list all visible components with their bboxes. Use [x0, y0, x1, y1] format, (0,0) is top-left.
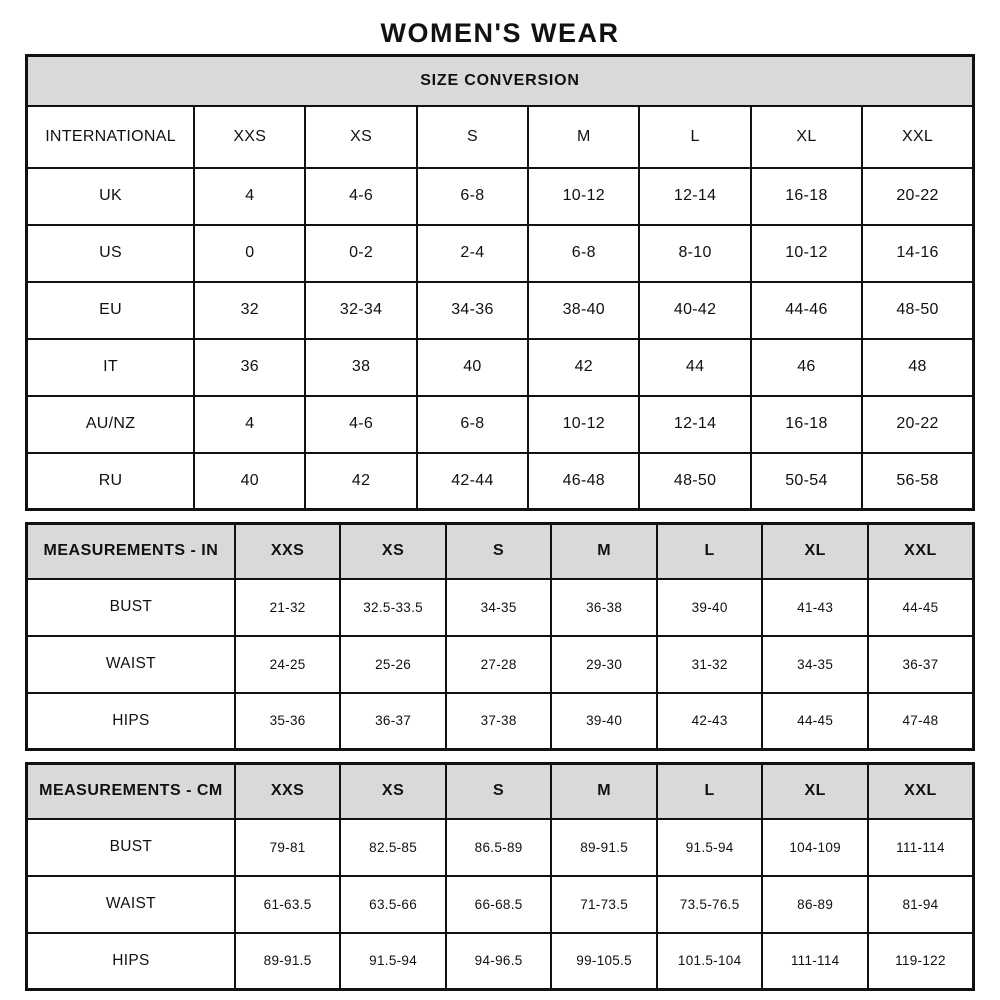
- value-cell: 4-6: [305, 168, 416, 225]
- value-cell: 38: [305, 339, 416, 396]
- table-header-row: [27, 524, 974, 579]
- value-cell: 94-96.5: [446, 933, 552, 990]
- column-header: XXL: [868, 524, 974, 579]
- row-label: RU: [27, 453, 195, 510]
- size_conversion-banner-title: SIZE CONVERSION: [27, 56, 974, 106]
- value-cell: 32.5-33.5: [340, 579, 446, 636]
- column-header: L: [657, 764, 763, 819]
- value-cell: 119-122: [868, 933, 974, 990]
- value-cell: 29-30: [551, 636, 657, 693]
- value-cell: 27-28: [446, 636, 552, 693]
- value-cell: 25-26: [340, 636, 446, 693]
- value-cell: 101.5-104: [657, 933, 763, 990]
- value-cell: 20-22: [862, 396, 973, 453]
- row-label: BUST: [27, 819, 235, 876]
- value-cell: 12-14: [639, 168, 750, 225]
- column-header: XXL: [868, 764, 974, 819]
- value-cell: 63.5-66: [340, 876, 446, 933]
- value-cell: 37-38: [446, 693, 552, 750]
- value-cell: 32-34: [305, 282, 416, 339]
- column-header: XL: [751, 106, 862, 168]
- value-cell: 34-35: [446, 579, 552, 636]
- value-cell: 79-81: [235, 819, 341, 876]
- table-row: [27, 396, 974, 453]
- column-header: M: [551, 524, 657, 579]
- value-cell: 24-25: [235, 636, 341, 693]
- header-label: MEASUREMENTS - IN: [27, 524, 235, 579]
- column-header: XXL: [862, 106, 973, 168]
- value-cell: 44: [639, 339, 750, 396]
- value-cell: 99-105.5: [551, 933, 657, 990]
- row-label: IT: [27, 339, 195, 396]
- value-cell: 39-40: [551, 693, 657, 750]
- row-label: EU: [27, 282, 195, 339]
- value-cell: 14-16: [862, 225, 973, 282]
- value-cell: 111-114: [868, 819, 974, 876]
- value-cell: 16-18: [751, 168, 862, 225]
- value-cell: 91.5-94: [657, 819, 763, 876]
- table-banner-row: [27, 56, 974, 106]
- value-cell: 82.5-85: [340, 819, 446, 876]
- value-cell: 4: [194, 168, 305, 225]
- value-cell: 40-42: [639, 282, 750, 339]
- column-header: XL: [762, 764, 868, 819]
- value-cell: 6-8: [528, 225, 639, 282]
- value-cell: 16-18: [751, 396, 862, 453]
- value-cell: 73.5-76.5: [657, 876, 763, 933]
- row-label: HIPS: [27, 933, 235, 990]
- value-cell: 36: [194, 339, 305, 396]
- value-cell: 8-10: [639, 225, 750, 282]
- table-row: [27, 282, 974, 339]
- value-cell: 0-2: [305, 225, 416, 282]
- value-cell: 4-6: [305, 396, 416, 453]
- value-cell: 111-114: [762, 933, 868, 990]
- value-cell: 48-50: [862, 282, 973, 339]
- page-title: WOMEN'S WEAR: [380, 18, 620, 48]
- column-header: XXS: [194, 106, 305, 168]
- value-cell: 34-35: [762, 636, 868, 693]
- column-header: M: [551, 764, 657, 819]
- value-cell: 38-40: [528, 282, 639, 339]
- value-cell: 48-50: [639, 453, 750, 510]
- size-conversion-table: [25, 54, 975, 511]
- value-cell: 61-63.5: [235, 876, 341, 933]
- column-header: XS: [305, 106, 416, 168]
- column-header: S: [417, 106, 528, 168]
- table-row: [27, 876, 974, 933]
- row-label: BUST: [27, 579, 235, 636]
- value-cell: 10-12: [528, 168, 639, 225]
- table-row: [27, 819, 974, 876]
- measurements-in-table: [25, 522, 975, 751]
- table-header-row: [27, 106, 974, 168]
- value-cell: 86.5-89: [446, 819, 552, 876]
- value-cell: 6-8: [417, 396, 528, 453]
- value-cell: 34-36: [417, 282, 528, 339]
- column-header: XS: [340, 764, 446, 819]
- column-header: XXS: [235, 524, 341, 579]
- value-cell: 42: [528, 339, 639, 396]
- value-cell: 42-43: [657, 693, 763, 750]
- value-cell: 20-22: [862, 168, 973, 225]
- value-cell: 36-37: [340, 693, 446, 750]
- value-cell: 10-12: [751, 225, 862, 282]
- value-cell: 44-46: [751, 282, 862, 339]
- value-cell: 56-58: [862, 453, 973, 510]
- value-cell: 50-54: [751, 453, 862, 510]
- value-cell: 81-94: [868, 876, 974, 933]
- value-cell: 0: [194, 225, 305, 282]
- value-cell: 12-14: [639, 396, 750, 453]
- value-cell: 42-44: [417, 453, 528, 510]
- value-cell: 46: [751, 339, 862, 396]
- table-row: [27, 636, 974, 693]
- value-cell: 66-68.5: [446, 876, 552, 933]
- value-cell: 35-36: [235, 693, 341, 750]
- value-cell: 91.5-94: [340, 933, 446, 990]
- row-label: HIPS: [27, 693, 235, 750]
- value-cell: 46-48: [528, 453, 639, 510]
- header-label: INTERNATIONAL: [27, 106, 195, 168]
- column-header: XXS: [235, 764, 341, 819]
- value-cell: 40: [417, 339, 528, 396]
- value-cell: 36-37: [868, 636, 974, 693]
- measurements-cm-table: [25, 762, 975, 991]
- row-label: WAIST: [27, 636, 235, 693]
- value-cell: 42: [305, 453, 416, 510]
- table-header-row: [27, 764, 974, 819]
- table-row: [27, 339, 974, 396]
- column-header: M: [528, 106, 639, 168]
- table-row: [27, 168, 974, 225]
- column-header: S: [446, 524, 552, 579]
- value-cell: 21-32: [235, 579, 341, 636]
- header-label: MEASUREMENTS - CM: [27, 764, 235, 819]
- row-label: US: [27, 225, 195, 282]
- column-header: L: [639, 106, 750, 168]
- value-cell: 71-73.5: [551, 876, 657, 933]
- value-cell: 47-48: [868, 693, 974, 750]
- value-cell: 36-38: [551, 579, 657, 636]
- value-cell: 40: [194, 453, 305, 510]
- value-cell: 32: [194, 282, 305, 339]
- table-row: [27, 453, 974, 510]
- column-header: XS: [340, 524, 446, 579]
- table-row: [27, 933, 974, 990]
- value-cell: 89-91.5: [235, 933, 341, 990]
- value-cell: 48: [862, 339, 973, 396]
- row-label: AU/NZ: [27, 396, 195, 453]
- row-label: WAIST: [27, 876, 235, 933]
- table-row: [27, 579, 974, 636]
- value-cell: 39-40: [657, 579, 763, 636]
- value-cell: 44-45: [868, 579, 974, 636]
- column-header: XL: [762, 524, 868, 579]
- column-header: S: [446, 764, 552, 819]
- value-cell: 10-12: [528, 396, 639, 453]
- value-cell: 6-8: [417, 168, 528, 225]
- column-header: L: [657, 524, 763, 579]
- value-cell: 2-4: [417, 225, 528, 282]
- value-cell: 104-109: [762, 819, 868, 876]
- value-cell: 41-43: [762, 579, 868, 636]
- table-row: [27, 225, 974, 282]
- row-label: UK: [27, 168, 195, 225]
- value-cell: 44-45: [762, 693, 868, 750]
- value-cell: 4: [194, 396, 305, 453]
- table-row: [27, 693, 974, 750]
- value-cell: 89-91.5: [551, 819, 657, 876]
- value-cell: 86-89: [762, 876, 868, 933]
- value-cell: 31-32: [657, 636, 763, 693]
